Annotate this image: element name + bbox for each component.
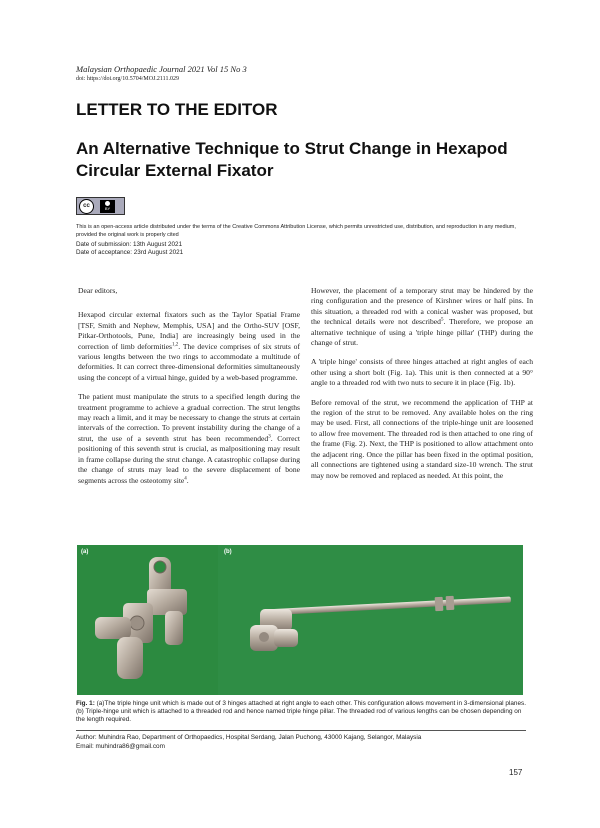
paragraph: Hexapod circular external fixators such as the Taylor Spatial Frame [TSF, Smith and Nephew, Memphis, USA] and the Ortho-SUV [OSF, Pitkar-Orthotools, Pune, India] are increasingly being used in the correction of limb deformities$^{1,2}$. The device comprises of six struts of various lengths between the two rings to accommodate a multitude of deformities. It can correct three-dimensional deformities simultaneously using the concept of a virtual hinge, guided by a web-based programme. <box>78 310 300 382</box>
journal-name: Malaysian Orthopaedic Journal 2021 Vol 15 No 3 <box>76 64 247 74</box>
paragraph: A 'triple hinge' consists of three hinges attached at right angles of each other using a short bolt (Fig. 1a). This unit is then connected at a 90° angle to a threaded rod with two nuts to secure it in place (Fig. 1b). <box>311 357 533 388</box>
article-title: An Alternative Technique to Strut Change in Hexapod Circular External Fixator <box>76 139 508 180</box>
cc-icon: cc <box>79 199 94 214</box>
citation[interactable]: 1,2 <box>172 342 179 348</box>
submission-date: Date of submission: 13th August 2021 <box>76 241 183 248</box>
acceptance-date: Date of acceptance: 23rd August 2021 <box>76 249 184 256</box>
figure-1 <box>77 545 523 695</box>
salutation: Dear editors, <box>78 286 118 295</box>
paragraph: However, the placement of a temporary strut may be hindered by the ring configuration and the presence of Kirshner wires or half pins. In this situation, a threaded rod with a conical washer was proposed, but the technical details were not described$^5$. Therefore, we propose an alternative technique of using a 'triple hinge pillar' (THP) during the change of strut. <box>311 286 533 348</box>
paragraph: Before removal of the strut, we recommend the application of THP at the region of the strut to be removed. Any available holes on the ring may be used. First, all connections of the triple-hinge unit are loosened to allow free movement. The threaded rod is then attached to one ring of the frame (Fig. 2). Next, the THP is positioned to allow attachment onto the adjacent ring. Once the pillar has been fixed in the optimal position, all connections are tightened using a standard size-10 wrench. The strut may now be removed and replaced as needed. At this point, the <box>311 397 533 480</box>
body-column-left <box>78 286 300 495</box>
by-attribution-icon <box>100 200 115 213</box>
body-column-right <box>311 286 533 490</box>
figure-label-b: (b) <box>224 549 232 555</box>
dates-block <box>76 241 183 257</box>
by-label: BY <box>104 206 111 211</box>
figure-label-a: (a) <box>81 549 89 555</box>
figure-1a-photo <box>77 545 218 695</box>
triple-hinge-illustration <box>77 545 218 695</box>
doi-link[interactable]: doi: https://doi.org/10.5704/MOJ.2111.029 <box>76 76 179 82</box>
author-affiliation: Author: Muhindra Rao, Department of Orthopaedics, Hospital Serdang, Jalan Puchong, 43000 Kajang, Selangor, Malaysia <box>76 734 422 741</box>
page-number: 157 <box>509 768 523 777</box>
caption-text: (a)The triple hinge unit which is made out of 3 hinges attached at right angle to each other. This configuration allows movement in 3-dimensional planes. (b) Triple-hinge unit which is attached to a threaded rod and hence named triple hinge pillar. The threaded rod of various lengths can be chosen depending on the length required. <box>76 700 526 723</box>
caption-label: Fig. 1: <box>76 700 95 707</box>
figure-caption <box>76 700 526 724</box>
citation[interactable]: 4 <box>184 475 187 481</box>
author-email[interactable]: Email: muhindra86@gmail.com <box>76 742 165 750</box>
citation[interactable]: 5 <box>440 317 444 323</box>
footer-divider <box>76 730 526 731</box>
figure-1b-photo <box>220 545 523 695</box>
cc-license-badge[interactable] <box>76 197 125 215</box>
paragraph: The patient must manipulate the struts to a specified length during the treatment programme to achieve a gradual correction. The strut lengths may reach a limit, and it may be necessary to change the struts at certain intervals of the correction. To prevent instability during the change of a strut, the use of a seventh strut has been recommended$^3$. Correct positioning of this seventh strut is crucial, as malpositioning may result in frame collapse during the strut change. A catastrophic collapse during the change of struts may lead to the severe displacement of bone segments across the osteotomy site$^4$. <box>78 392 300 485</box>
triple-hinge-pillar-illustration <box>220 545 523 695</box>
citation[interactable]: 3 <box>268 434 271 440</box>
author-info <box>76 734 421 751</box>
section-title: LETTER TO THE EDITOR <box>76 100 278 119</box>
license-text: This is an open-access article distributed under the terms of the Creative Commons Attribution License, which permits unrestricted use, distribution, and reproduction in any medium, provided the original work is properly cited <box>76 224 516 238</box>
